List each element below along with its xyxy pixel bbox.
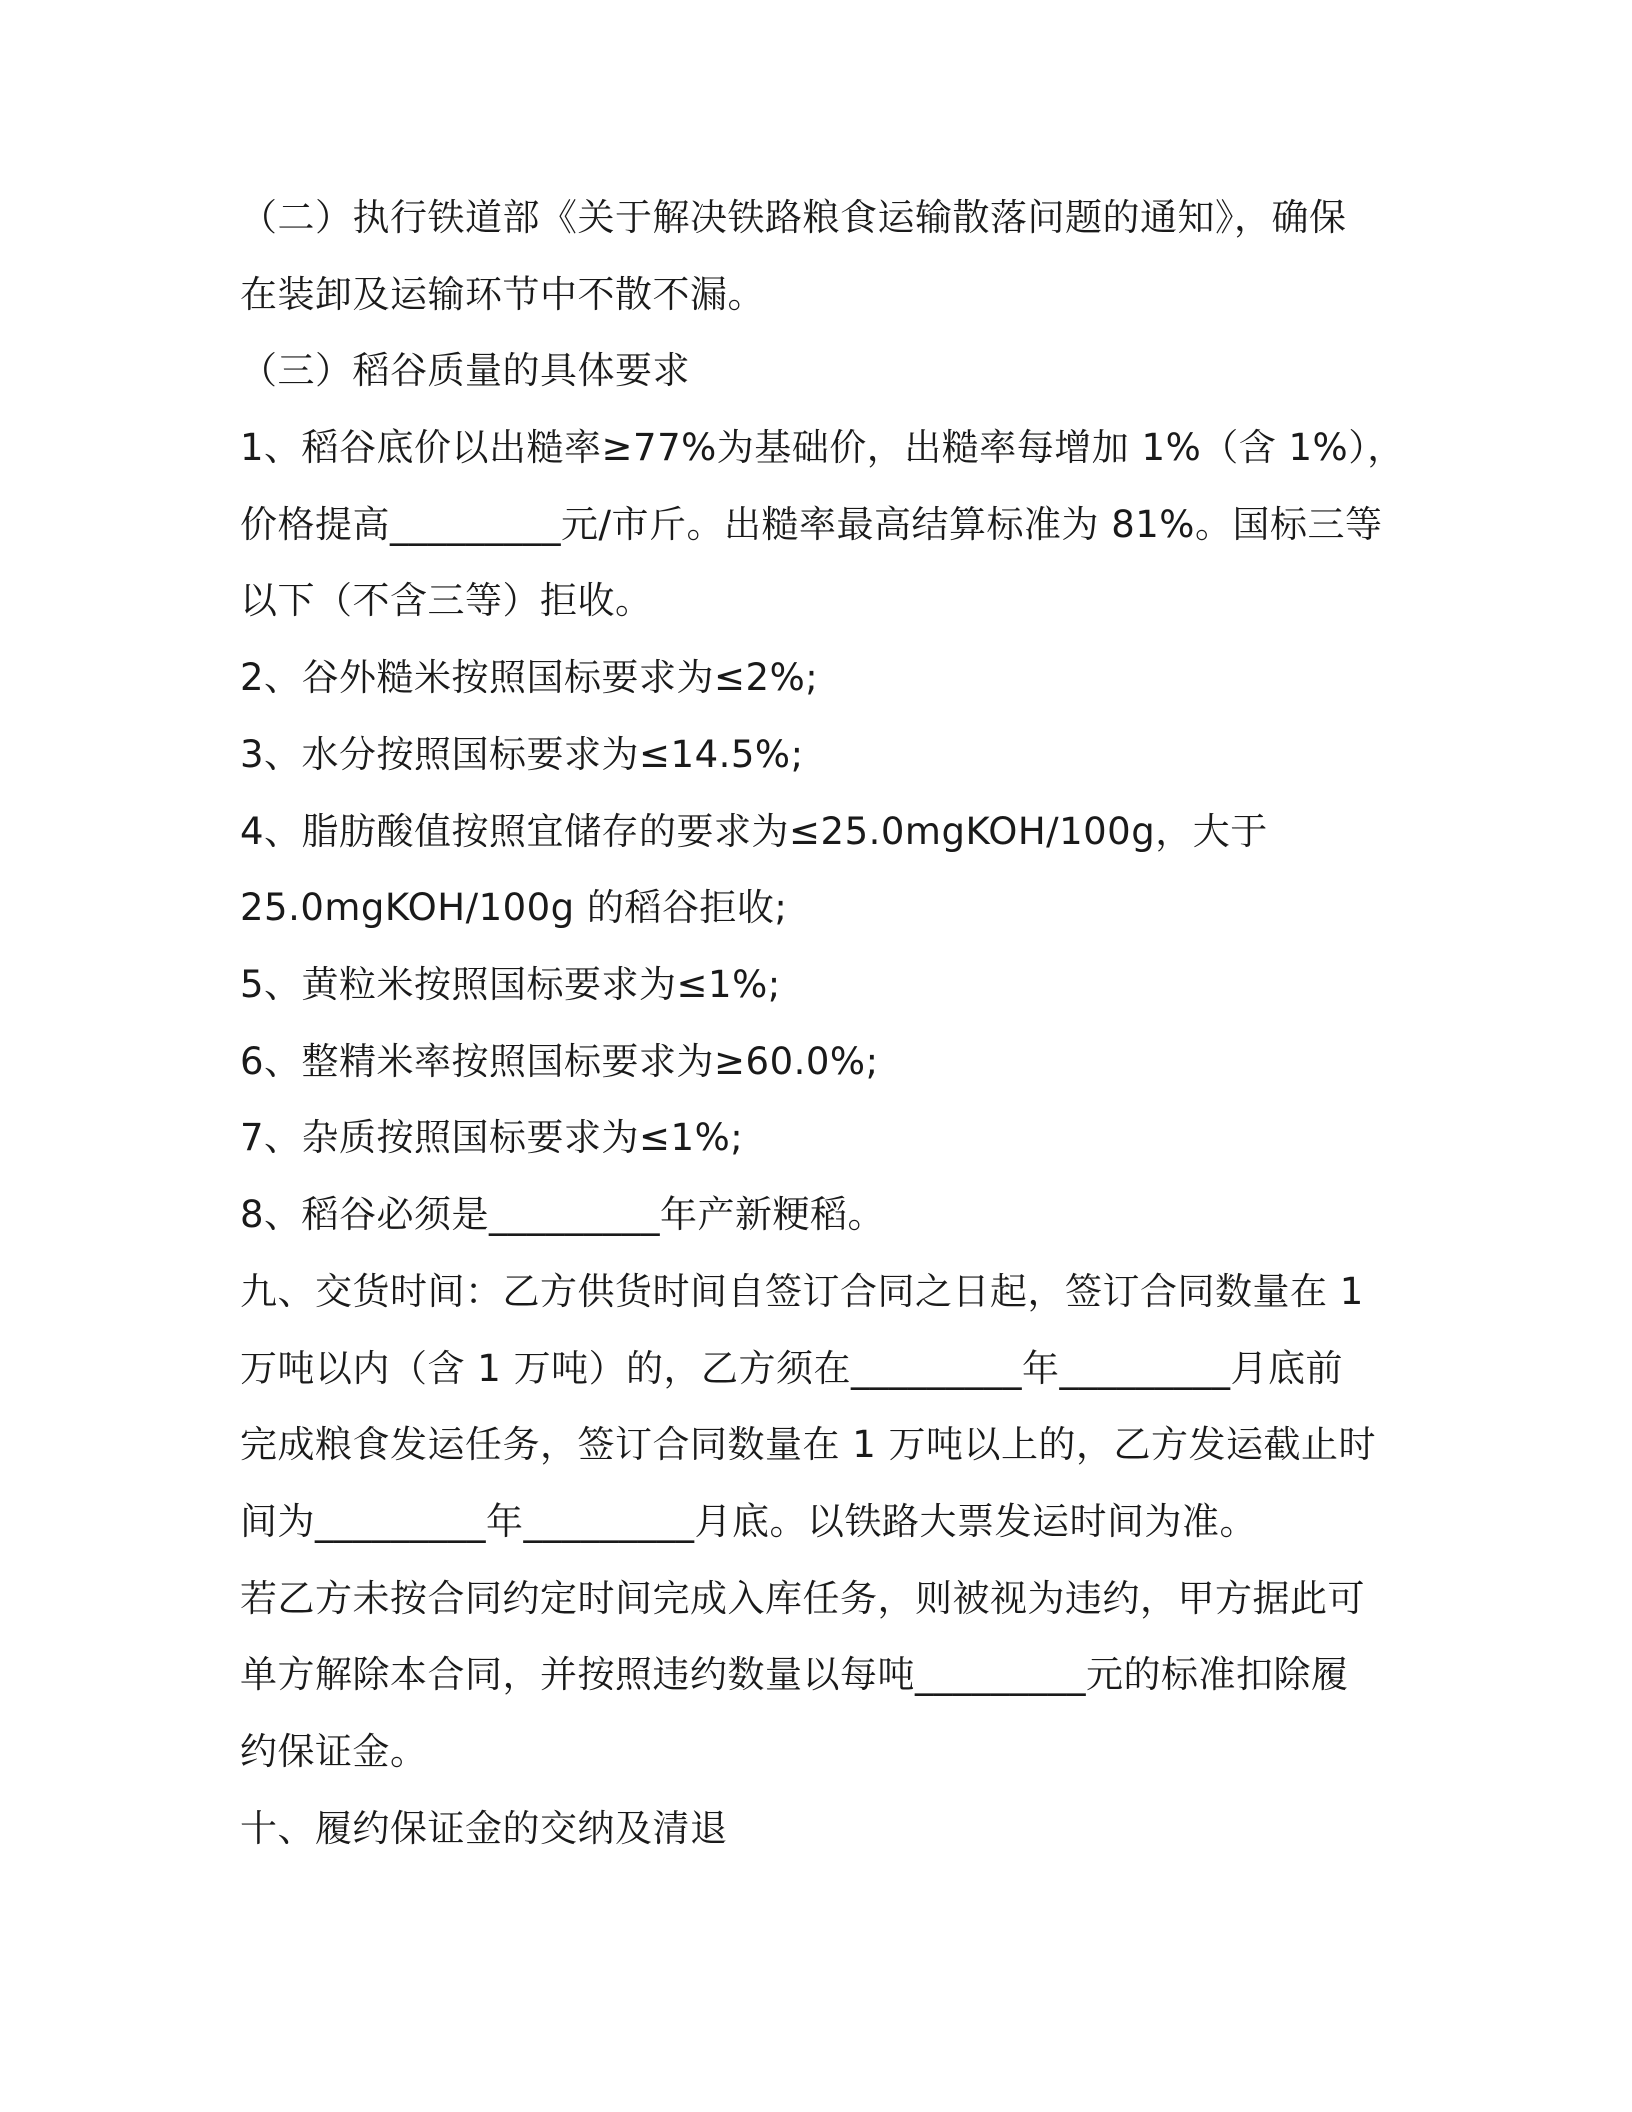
text-line: 完成粮食发运任务，签订合同数量在 1 万吨以上的，乙方发运截止时	[240, 1423, 1377, 1466]
text-line: 25.0mgKOH/100g 的稻谷拒收;	[240, 886, 788, 929]
text-line: 约保证金。	[240, 1730, 428, 1773]
text-line: 2、谷外糙米按照国标要求为≤2%;	[240, 656, 819, 699]
text-line: 万吨以内（含 1 万吨）的，乙方须在_________年_________月底前	[240, 1347, 1344, 1390]
text-line: 6、整精米率按照国标要求为≥60.0%;	[240, 1040, 879, 1083]
text-line: 7、杂质按照国标要求为≤1%;	[240, 1116, 744, 1159]
text-line: 价格提高_________元/市斤。出糙率最高结算标准为 81%。国标三等	[240, 503, 1383, 546]
section-heading: 十、履约保证金的交纳及清退	[240, 1807, 728, 1850]
text-line: 5、黄粒米按照国标要求为≤1%;	[240, 963, 781, 1006]
text-line: 单方解除本合同，并按照违约数量以每吨_________元的标准扣除履	[240, 1653, 1349, 1696]
text-line: 以下（不含三等）拒收。	[240, 579, 653, 622]
text-line: 间为_________年_________月底。以铁路大票发运时间为准。	[240, 1500, 1257, 1543]
text-line: （二）执行铁道部《关于解决铁路粮食运输散落问题的通知》，确保	[240, 196, 1347, 239]
text-line: 若乙方未按合同约定时间完成入库任务，则被视为违约，甲方据此可	[240, 1577, 1365, 1620]
section-heading: （三）稻谷质量的具体要求	[240, 349, 690, 392]
text-line: 3、水分按照国标要求为≤14.5%;	[240, 733, 804, 776]
text-line: 在装卸及运输环节中不散不漏。	[240, 273, 765, 316]
text-line: 1、稻谷底价以出糙率≥77%为基础价，出糙率每增加 1%（含 1%），	[240, 426, 1405, 469]
text-line: 8、稻谷必须是_________年产新粳稻。	[240, 1193, 886, 1236]
text-line: 4、脂肪酸值按照宜储存的要求为≤25.0mgKOH/100g，大于	[240, 810, 1268, 853]
section-heading: 九、交货时间：乙方供货时间自签订合同之日起，签订合同数量在 1	[240, 1270, 1364, 1313]
